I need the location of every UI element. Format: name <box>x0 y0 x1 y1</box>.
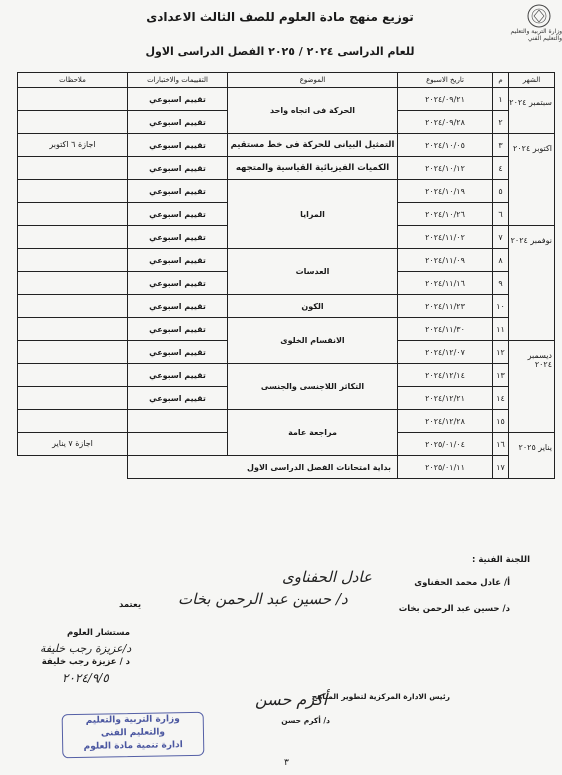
month-cell: نوفمبر ٢٠٢٤ <box>509 226 555 341</box>
note-cell <box>18 88 128 111</box>
topic-cell: مراجعة عامة <box>228 410 398 456</box>
advisor-title: مستشار العلوم <box>66 628 130 638</box>
approve-label: يعتمد <box>118 600 142 610</box>
table-row <box>18 134 555 157</box>
eval-cell: تقييم اسبوعي <box>128 134 228 157</box>
note-cell <box>18 387 128 410</box>
week-date: ٢٠٢٤/١١/٠٩ <box>398 249 493 272</box>
week-num: ٩ <box>493 272 509 295</box>
table-row <box>18 318 555 341</box>
curriculum-table <box>17 72 555 479</box>
table-row <box>18 410 555 433</box>
logo-caption: وزارة التربية والتعليم والتعليم الفني <box>510 28 562 42</box>
table-header-row <box>18 73 555 88</box>
topic-cell: الحركة فى اتجاه واحد <box>228 88 398 134</box>
week-num: ٦ <box>493 203 509 226</box>
week-num: ١٦ <box>493 433 509 456</box>
document-subtitle: للعام الدراسى ٢٠٢٤ / ٢٠٢٥ الفصل الدراسى الاول <box>145 45 415 58</box>
eval-cell: تقييم اسبوعي <box>128 111 228 134</box>
week-date: ٢٠٢٤/١٠/٠٥ <box>398 134 493 157</box>
week-num: ٢ <box>493 111 509 134</box>
week-num: ٣ <box>493 134 509 157</box>
week-num: ١٧ <box>493 456 509 479</box>
eval-cell: تقييم اسبوعي <box>128 180 228 203</box>
official-stamp: وزارة التربية والتعليم والتعليم الفنى ادارة تنمية مادة العلوم <box>62 712 205 758</box>
week-date: ٢٠٢٤/١٢/٢١ <box>398 387 493 410</box>
week-num: ١٤ <box>493 387 509 410</box>
week-date: ٢٠٢٤/١٢/٢٨ <box>398 410 493 433</box>
week-date: ٢٠٢٤/١٠/١٩ <box>398 180 493 203</box>
month-cell: ديسمبر ٢٠٢٤ <box>509 341 555 433</box>
week-num: ١٢ <box>493 341 509 364</box>
member1-signature: عادل الحفناوى <box>282 568 372 586</box>
header-topic: الموضوع <box>228 73 398 88</box>
week-num: ٤ <box>493 157 509 180</box>
head-name: د/ أكرم حسن <box>281 716 330 725</box>
week-date: ٢٠٢٤/١٠/١٢ <box>398 157 493 180</box>
eval-cell: تقييم اسبوعي <box>128 318 228 341</box>
member1-name: أ/ عادل محمد الحفناوى <box>414 578 510 588</box>
eval-cell: تقييم اسبوعي <box>128 272 228 295</box>
note-cell <box>18 111 128 134</box>
table-row <box>18 88 555 111</box>
eval-cell <box>128 433 228 456</box>
head-title: رئيس الادارة المركزية لتطوير المناهج <box>311 692 450 701</box>
header-month: الشهر <box>509 73 555 88</box>
week-num: ١٣ <box>493 364 509 387</box>
page-number: ٣ <box>284 758 289 768</box>
topic-cell: العدسات <box>228 249 398 295</box>
note-cell <box>18 410 128 433</box>
week-date: ٢٠٢٤/١١/٢٣ <box>398 295 493 318</box>
table-row <box>18 456 555 479</box>
document-title: توزيع منهج مادة العلوم للصف الثالث الاعدادى <box>146 10 414 24</box>
note-cell <box>18 295 128 318</box>
table-row <box>18 180 555 203</box>
week-date: ٢٠٢٤/٠٩/٢٨ <box>398 111 493 134</box>
member2-signature: د/ حسين عبد الرحمن بخات <box>178 590 348 608</box>
head-signature: أكرم حسن <box>255 690 328 709</box>
week-date: ٢٠٢٤/١١/٠٢ <box>398 226 493 249</box>
header-num: م <box>493 73 509 88</box>
week-num: ١ <box>493 88 509 111</box>
header-eval: التقييمات والاختبارات <box>128 73 228 88</box>
eval-cell: تقييم اسبوعي <box>128 295 228 318</box>
note-cell <box>18 341 128 364</box>
week-num: ٨ <box>493 249 509 272</box>
note-cell <box>18 157 128 180</box>
note-cell <box>18 456 128 479</box>
month-cell: يناير ٢٠٢٥ <box>509 433 555 479</box>
week-date: ٢٠٢٤/١٠/٢٦ <box>398 203 493 226</box>
eval-cell <box>128 410 228 433</box>
week-num: ١١ <box>493 318 509 341</box>
note-cell <box>18 318 128 341</box>
week-num: ١٠ <box>493 295 509 318</box>
eval-cell: تقييم اسبوعي <box>128 341 228 364</box>
note-cell: اجازة ٧ يناير <box>18 433 128 456</box>
eval-cell: تقييم اسبوعي <box>128 226 228 249</box>
eval-cell: تقييم اسبوعي <box>128 157 228 180</box>
table-row <box>18 157 555 180</box>
eval-cell: تقييم اسبوعي <box>128 88 228 111</box>
week-date: ٢٠٢٤/١١/١٦ <box>398 272 493 295</box>
week-date: ٢٠٢٤/١٢/٠٧ <box>398 341 493 364</box>
topic-cell: الكون <box>228 295 398 318</box>
note-cell: اجازة ٦ اكتوبر <box>18 134 128 157</box>
advisor-date: ٢٠٢٤/٩/٥ <box>62 671 109 685</box>
eval-cell: تقييم اسبوعي <box>128 203 228 226</box>
week-date: ٢٠٢٤/٠٩/٢١ <box>398 88 493 111</box>
member2-name: د/ حسين عبد الرحمن بخات <box>398 604 510 614</box>
note-cell <box>18 226 128 249</box>
topic-cell: الكميات الفيزيائية القياسية والمتجهه <box>228 157 398 180</box>
month-cell: اكتوبر ٢٠٢٤ <box>509 134 555 226</box>
eval-cell: تقييم اسبوعي <box>128 249 228 272</box>
topic-cell: المرايا <box>228 180 398 249</box>
advisor-name: د / عزيزة رجب خليفة <box>41 657 130 667</box>
exam-start-cell: بداية امتحانات الفصل الدراسى الاول <box>128 456 398 479</box>
advisor-signature: د/عزيزة رجب خليفة <box>40 642 132 655</box>
topic-cell: التمثيل البيانى للحركة فى خط مستقيم <box>228 134 398 157</box>
week-date: ٢٠٢٤/١١/٣٠ <box>398 318 493 341</box>
table-row <box>18 249 555 272</box>
note-cell <box>18 272 128 295</box>
header-date: تاريخ الاسبوع <box>398 73 493 88</box>
eval-cell: تقييم اسبوعي <box>128 387 228 410</box>
table-row <box>18 295 555 318</box>
committee-label: اللجنة الفنية : <box>472 555 530 565</box>
note-cell <box>18 364 128 387</box>
week-date: ٢٠٢٥/٠١/٠٤ <box>398 433 493 456</box>
note-cell <box>18 180 128 203</box>
month-cell: سبتمبر ٢٠٢٤ <box>509 88 555 134</box>
note-cell <box>18 249 128 272</box>
topic-cell: الانقسام الخلوى <box>228 318 398 364</box>
header-notes: ملاحظات <box>18 73 128 88</box>
note-cell <box>18 203 128 226</box>
topic-cell: التكاثر اللاجنسى والجنسى <box>228 364 398 410</box>
eval-cell: تقييم اسبوعي <box>128 364 228 387</box>
week-date: ٢٠٢٥/٠١/١١ <box>398 456 493 479</box>
week-num: ٥ <box>493 180 509 203</box>
week-num: ٧ <box>493 226 509 249</box>
week-num: ١٥ <box>493 410 509 433</box>
table-row <box>18 364 555 387</box>
week-date: ٢٠٢٤/١٢/١٤ <box>398 364 493 387</box>
